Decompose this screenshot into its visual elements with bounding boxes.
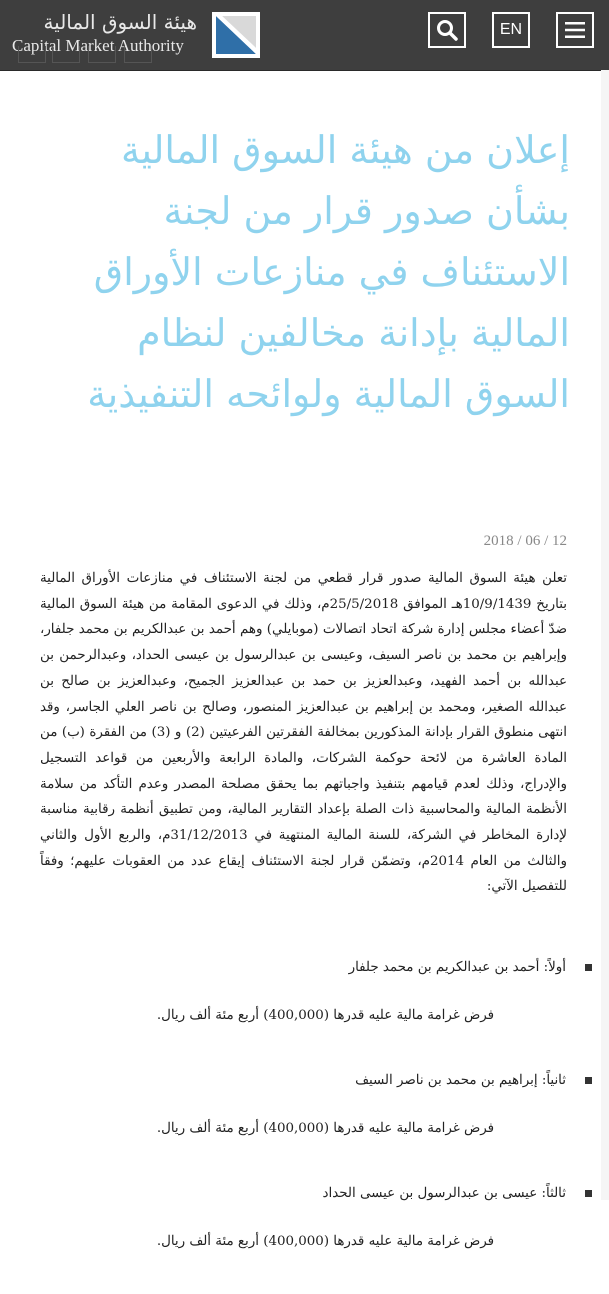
menu-button[interactable] [556, 12, 594, 48]
header-tab-3 [88, 46, 116, 63]
logo-arabic-text: هيئة السوق المالية [43, 10, 197, 34]
language-toggle-button[interactable]: EN [492, 12, 530, 48]
search-button[interactable] [428, 12, 466, 48]
penalty-person-name: أولاً: أحمد بن عبدالكريم بن محمد جلفار [348, 960, 566, 975]
penalties-list [40, 955, 592, 1294]
penalty-detail: فرض غرامة مالية عليه قدرها (400,000) أربع مئة ألف ريال. [156, 1234, 494, 1249]
page-scrollbar[interactable] [601, 70, 609, 1200]
penalty-detail: فرض غرامة مالية عليه قدرها (400,000) أربع مئة ألف ريال. [156, 1121, 494, 1136]
bullet-icon [585, 964, 592, 971]
header-tab-1 [18, 46, 46, 63]
list-item [40, 1068, 592, 1116]
bullet-icon [585, 1190, 592, 1197]
top-header-bar [0, 0, 609, 71]
header-tab-2 [52, 46, 80, 63]
cma-logo-mark-icon [212, 12, 260, 58]
list-item [40, 955, 592, 1003]
penalty-person-name: ثالثاً: عيسى بن عبدالرسول بن عيسى الحداد [322, 1186, 566, 1201]
logo-english-text: Capital Market Authority [12, 36, 184, 55]
search-icon [435, 18, 459, 42]
article-body: تعلن هيئة السوق المالية صدور قرار قطعي من لجنة الاستئناف في منازعات الأوراق المالية بتاريخ 10/9/1439هـ الموافق 25/5/2018م، وذلك في الدعوى المقامة من هيئة السوق المالية ضدّ أعضاء مجلس إدارة شركة اتحاد اتصالات (موبايلي) وهم أحمد بن عبدالكريم بن محمد جلفار، وإبراهيم بن محمد بن ناصر السيف، وعيسى بن عبدالرسول بن عيسى الحداد، وعبدالرحمن بن عبدالله بن أحمد الفهيد، وعبدالعزيز بن حمد بن عبدالعزيز الجميح، وعبدالعزيز بن صالح بن عبدالله الصغير، ومحمد بن إبراهيم بن عبدالعزيز المنصور، وصالح بن ناصر العلي الجاسر، وقد انتهى منطوق القرار بإدانة المذكورين بمخالفة الفقرتين الفرعيتين (2) و (3) من الفقرة (ب) من المادة العاشرة من لائحة حوكمة الشركات، والمادة الرابعة والأربعين من قواعد التسجيل والإدراج، وذلك لعدم قيامهم بتنفيذ واجباتهم بما يحقق مصلحة المصدر وعدم التأكد من سلامة الأنظمة المالية والمحاسبية ذات الصلة بإعداد التقارير المالية، ومن تطبيق أنظمة رقابية مناسبة لإدارة المخاطر في الشركة، للسنة المالية المنتهية في 31/12/2013م، والربع الأول والثاني والثالث من العام 2014م، وتضمّن قرار لجنة الاستئناف إيقاع عدد من العقوبات عليهم؛ وفقاً للتفصيل الآتي: [40, 571, 567, 895]
article-date: 2018 / 06 / 12 [483, 533, 567, 549]
bullet-icon [585, 1077, 592, 1084]
penalty-person-name: ثانياً: إبراهيم بن محمد بن ناصر السيف [355, 1073, 566, 1088]
hamburger-menu-icon [565, 21, 585, 39]
header-tab-4 [124, 46, 152, 63]
article-title: إعلان من هيئة السوق المالية بشأن صدور قرار من لجنة الاستئناف في منازعات الأوراق المالية بإدانة مخالفين لنظام السوق المالية ولوائحه التنفيذية [87, 128, 570, 416]
penalty-detail: فرض غرامة مالية عليه قدرها (400,000) أربع مئة ألف ريال. [156, 1008, 494, 1023]
list-item [40, 1181, 592, 1229]
